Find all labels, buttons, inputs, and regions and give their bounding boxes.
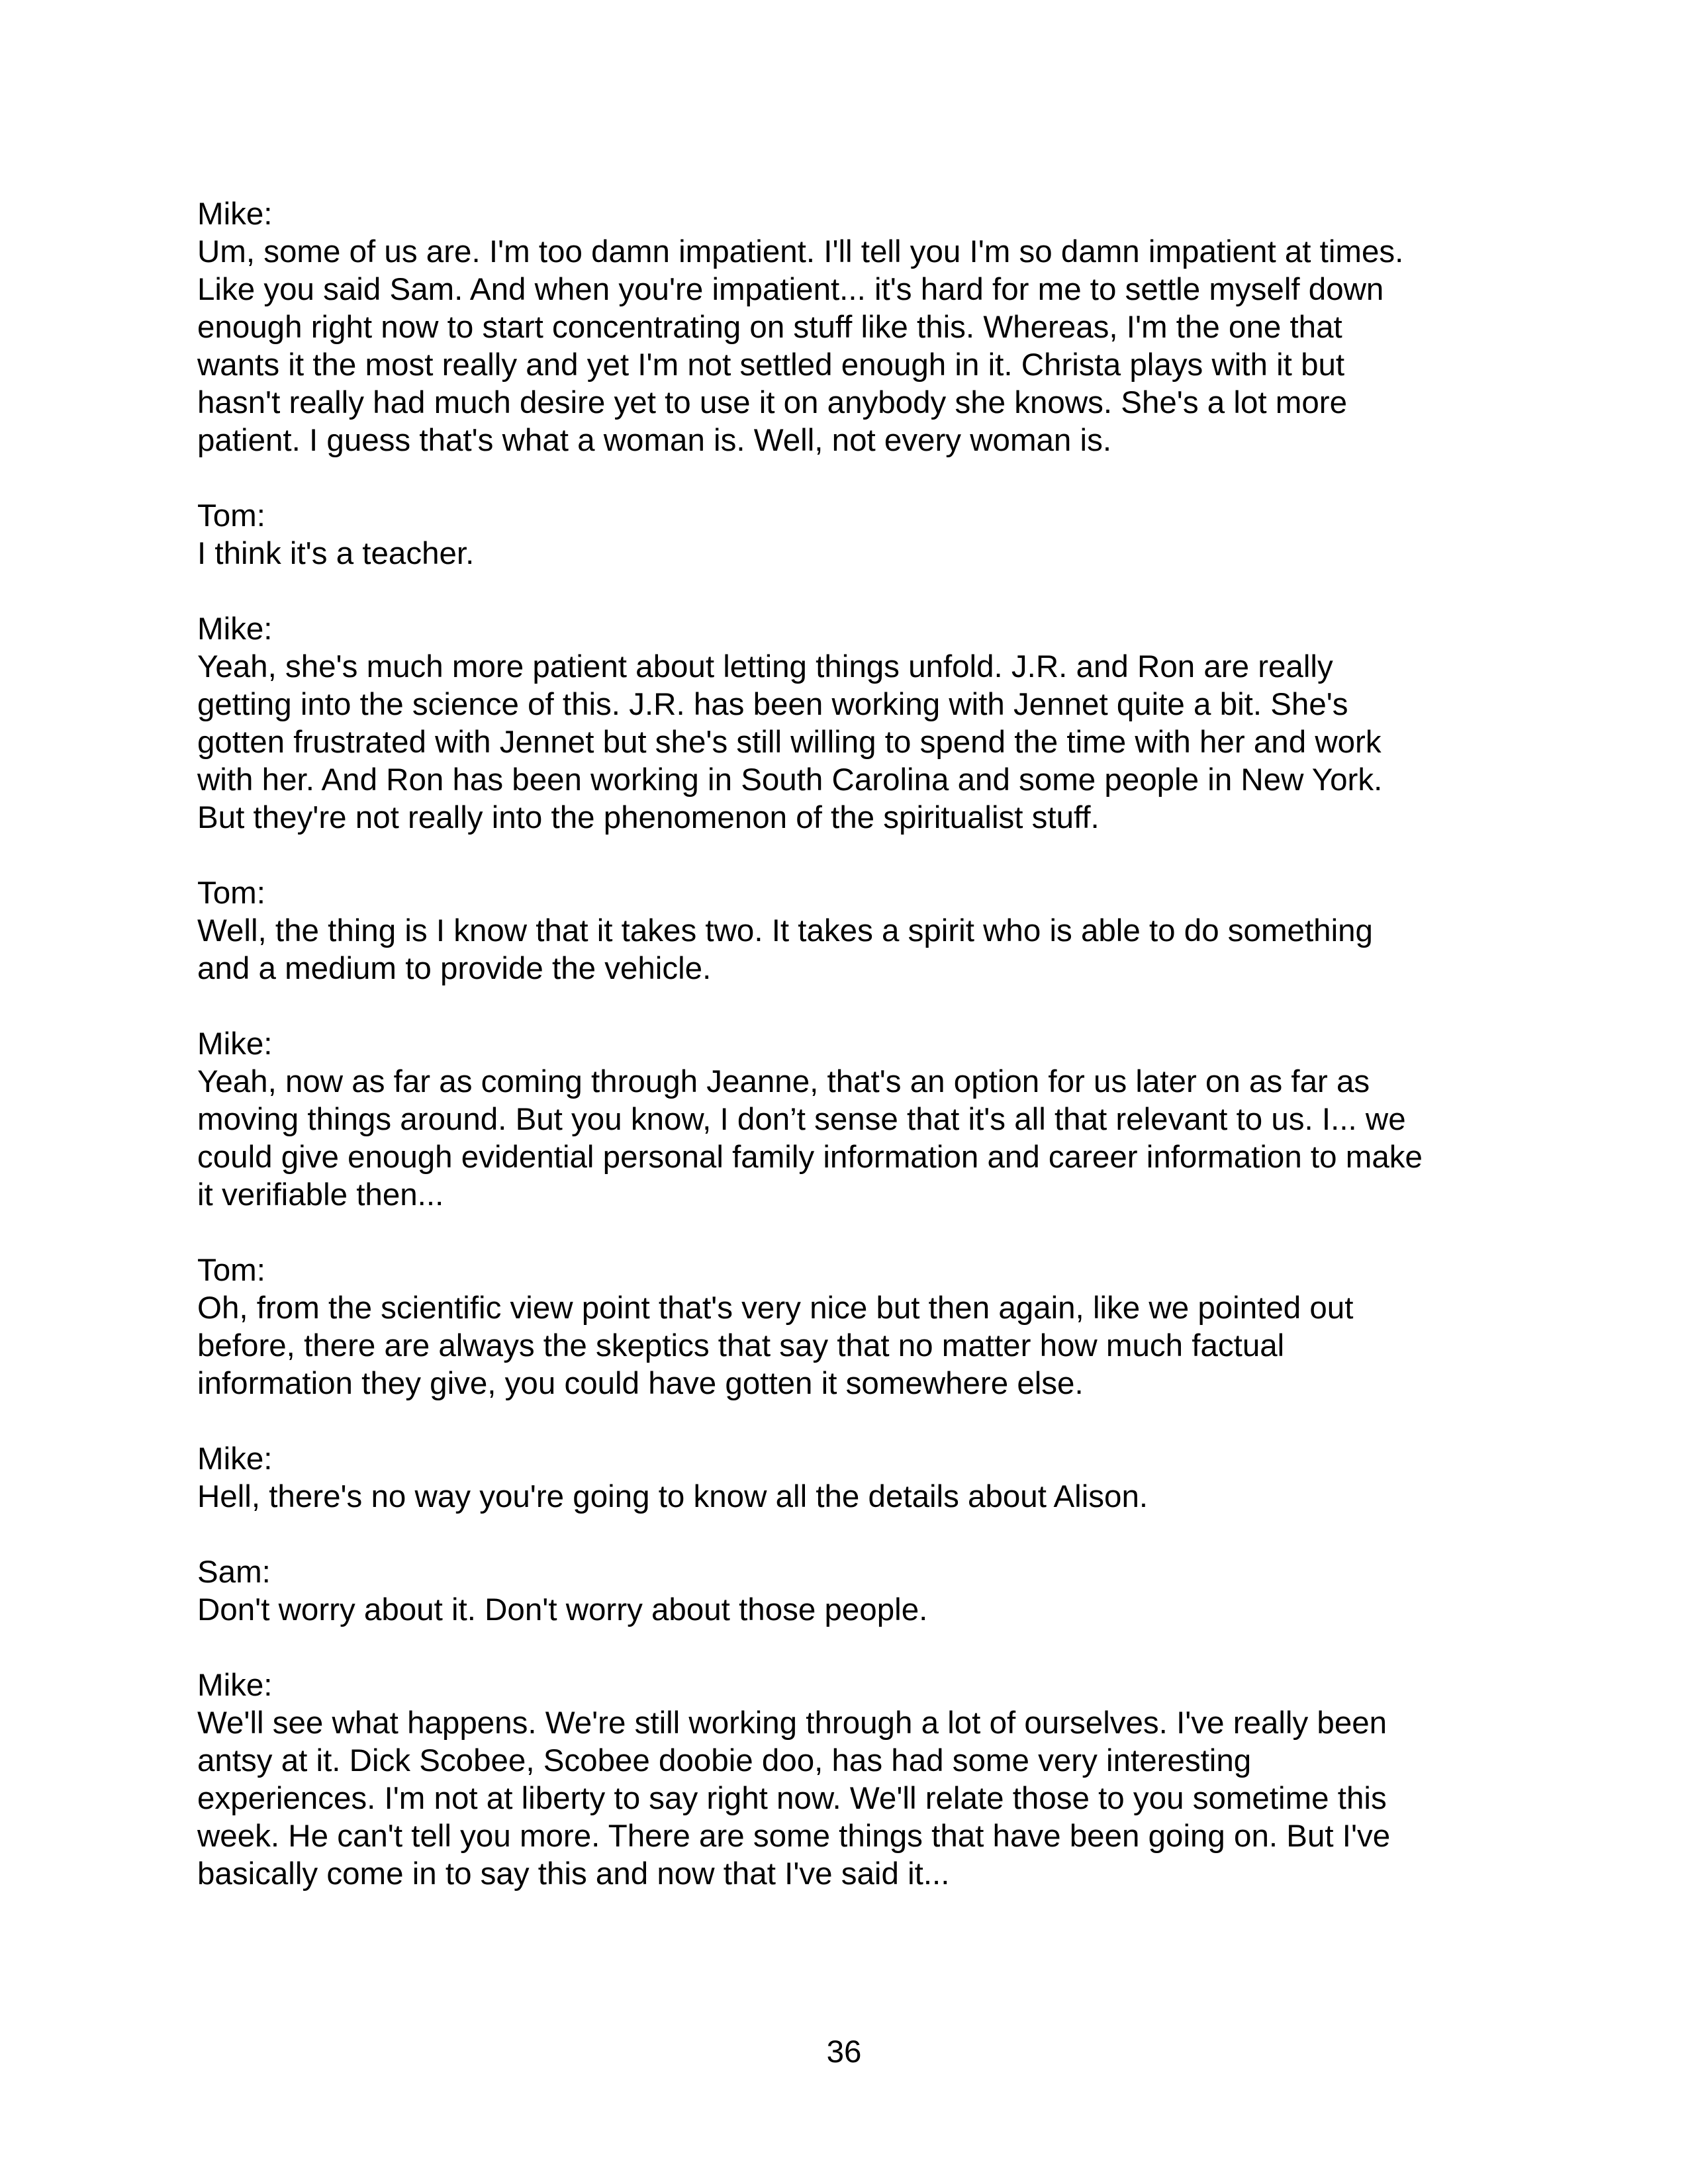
speech-line: Yeah, now as far as coming through Jeanne, that's an option for us later on as far as (197, 1064, 1370, 1099)
speech-text (197, 535, 1508, 572)
speech-line: wants it the most really and yet I'm not settled enough in it. Christa plays with it but (197, 347, 1345, 383)
speaker-name: Tom: (197, 1253, 265, 1288)
transcript-entry (197, 497, 1508, 572)
speech-line: could give enough evidential personal family information and career information to make (197, 1140, 1423, 1175)
speech-line: enough right now to start concentrating on stuff like this. Whereas, I'm the one that (197, 310, 1342, 345)
speech-line: Like you said Sam. And when you're impatient... it's hard for me to settle myself down (197, 272, 1384, 307)
speaker-name: Mike: (197, 197, 273, 232)
speech-text (197, 648, 1508, 837)
speech-text (197, 1478, 1508, 1516)
transcript-entry (197, 874, 1508, 987)
speech-text (197, 912, 1508, 987)
speaker-name: Mike: (197, 1026, 273, 1062)
transcript-entry (197, 1251, 1508, 1402)
speech-line: Hell, there's no way you're going to know all the details about Alison. (197, 1479, 1149, 1514)
page-number: 36 (826, 2034, 862, 2070)
speech-text (197, 1591, 1508, 1629)
speech-text (197, 1289, 1508, 1402)
transcript-entry (197, 1440, 1508, 1516)
speech-line: basically come in to say this and now that I've said it... (197, 1856, 950, 1891)
speaker-name: Mike: (197, 1441, 273, 1477)
speech-line: it verifiable then... (197, 1177, 444, 1212)
speech-line: antsy at it. Dick Scobee, Scobee doobie doo, has had some very interesting (197, 1743, 1252, 1778)
transcript-entry (197, 1025, 1508, 1214)
speech-line: But they're not really into the phenomenon of the spiritualist stuff. (197, 800, 1100, 835)
speaker-name: Tom: (197, 876, 265, 911)
speech-line: before, there are always the skeptics that say that no matter how much factual (197, 1328, 1285, 1363)
speech-line: week. He can't tell you more. There are some things that have been going on. But I've (197, 1819, 1391, 1854)
speech-text (197, 1063, 1508, 1214)
speech-line: moving things around. But you know, I don’t sense that it's all that relevant to us. I... we (197, 1102, 1406, 1137)
speech-line: Um, some of us are. I'm too damn impatient. I'll tell you I'm so damn impatient at times. (197, 234, 1404, 269)
speaker-name: Tom: (197, 498, 265, 533)
speech-line: I think it's a teacher. (197, 536, 475, 571)
speech-line: with her. And Ron has been working in South Carolina and some people in New York. (197, 762, 1383, 797)
transcript-body (197, 195, 1508, 1931)
speech-line: getting into the science of this. J.R. has been working with Jennet quite a bit. She's (197, 687, 1348, 722)
speech-line: Oh, from the scientific view point that's very nice but then again, like we pointed out (197, 1291, 1354, 1326)
speaker-name: Sam: (197, 1555, 271, 1590)
speech-line: and a medium to provide the vehicle. (197, 951, 712, 986)
speech-text (197, 233, 1508, 459)
speech-line: Yeah, she's much more patient about letting things unfold. J.R. and Ron are really (197, 649, 1333, 684)
speech-line: Don't worry about it. Don't worry about those people. (197, 1592, 928, 1627)
speech-line: We'll see what happens. We're still working through a lot of ourselves. I've really been (197, 1706, 1387, 1741)
speech-line: experiences. I'm not at liberty to say right now. We'll relate those to you sometime this (197, 1781, 1387, 1816)
speech-line: information they give, you could have gotten it somewhere else. (197, 1366, 1084, 1401)
speech-line: hasn't really had much desire yet to use it on anybody she knows. She's a lot more (197, 385, 1347, 420)
transcript-entry (197, 1553, 1508, 1629)
transcript-entry (197, 195, 1508, 459)
speech-text (197, 1704, 1508, 1893)
speech-line: patient. I guess that's what a woman is. Well, not every woman is. (197, 423, 1112, 458)
speaker-name: Mike: (197, 1668, 273, 1703)
speech-line: gotten frustrated with Jennet but she's still willing to spend the time with her and work (197, 725, 1382, 760)
speech-line: Well, the thing is I know that it takes two. It takes a spirit who is able to do something (197, 913, 1373, 948)
transcript-entry (197, 610, 1508, 837)
speaker-name: Mike: (197, 612, 273, 647)
transcript-entry (197, 1666, 1508, 1893)
